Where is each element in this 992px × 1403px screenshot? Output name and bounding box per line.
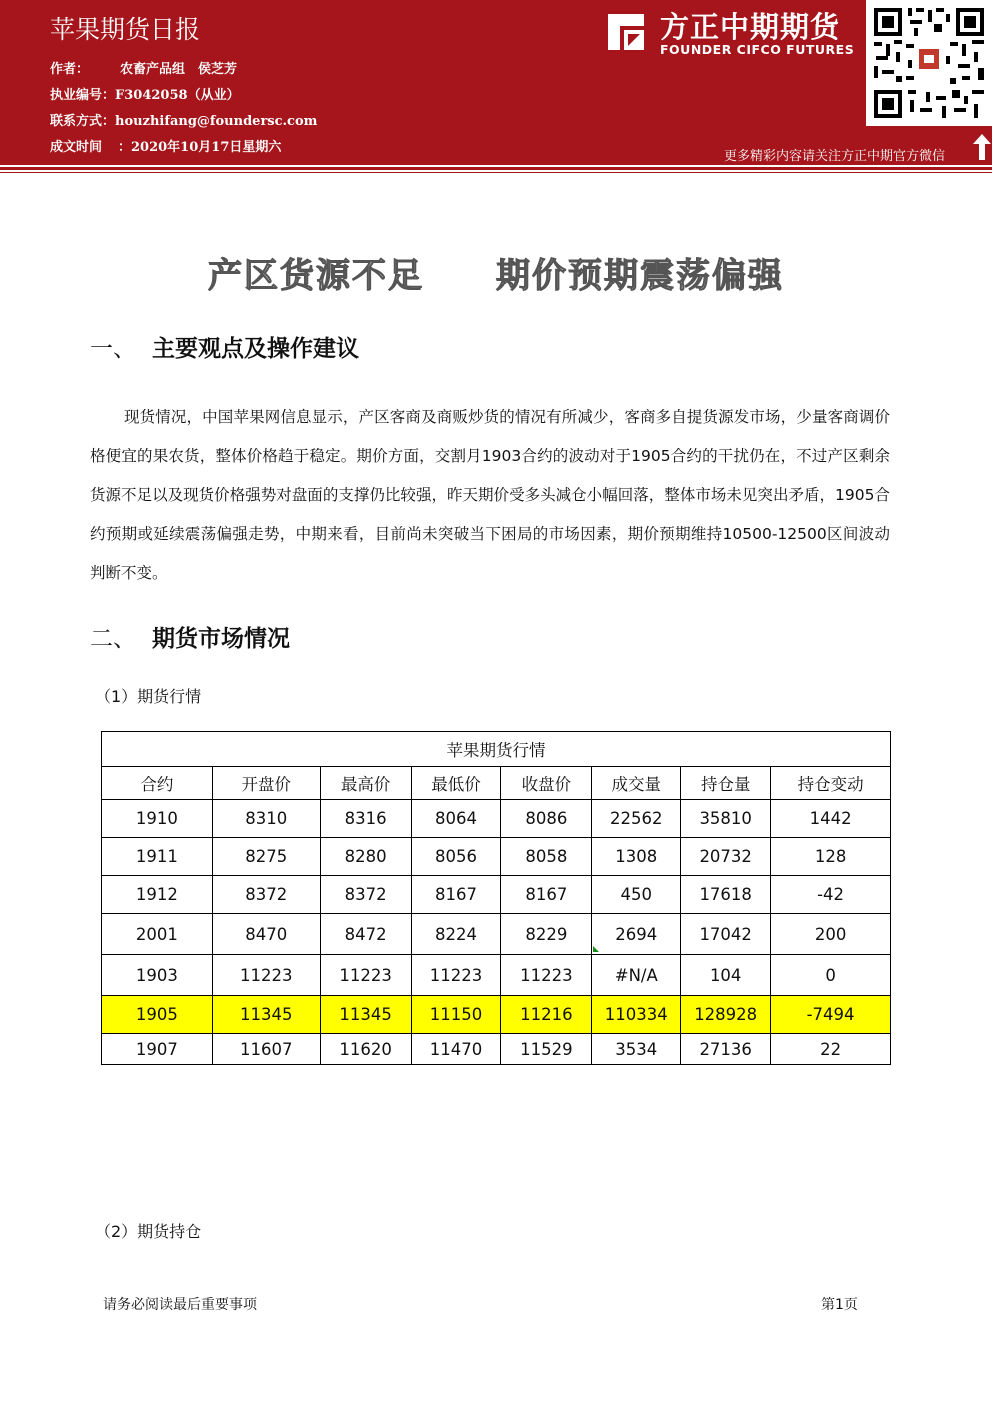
table-cell: 11223 — [501, 955, 592, 996]
table-cell: 8316 — [320, 800, 411, 838]
table-header-cell: 最高价 — [320, 767, 411, 800]
table-cell: 11607 — [212, 1034, 320, 1065]
table-cell: 11223 — [411, 955, 501, 996]
table-header-cell: 持仓变动 — [771, 767, 891, 800]
author-value: 农畜产品组 侯芝芳 — [120, 62, 238, 77]
page-number: 第1页 — [821, 1297, 858, 1313]
main-view-paragraph: 现货情况，中国苹果网信息显示，产区客商及商贩炒货的情况有所减少，客商多自提货源发市场，少量客商调价格便宜的果农货，整体价格趋于稳定。期价方面，交割月1903合约的波动对于1905合约的干扰仍在，不过产区剩余货源不足以及现货价格强势对盘面的支撑仍比较强，昨天期价受多头减仓小幅回落，整体市场未见突出矛盾，1905合约预期或延续震荡偏强走势，中期来看，目前尚未突破当下困局的市场因素，期价预期维持10500-12500区间波动判断不变。 — [90, 408, 890, 582]
table-row — [102, 800, 891, 838]
brand-name-cn: 方正中期期货 — [660, 10, 841, 44]
table-cell: 1308 — [592, 838, 681, 876]
table-header-row — [102, 767, 891, 800]
table-header-cell: 收盘价 — [501, 767, 592, 800]
table-cell: 8167 — [411, 876, 501, 914]
table-cell: 110334 — [592, 996, 681, 1034]
table-cell: 8229 — [501, 914, 592, 955]
table-header-cell: 成交量 — [592, 767, 681, 800]
report-title: 苹果期货日报 — [50, 15, 201, 44]
table-cell: 11223 — [320, 955, 411, 996]
table-cell: 8372 — [212, 876, 320, 914]
table-cell: 1911 — [102, 838, 213, 876]
section-heading-1 — [90, 330, 359, 363]
table-cell: 1907 — [102, 1034, 213, 1065]
table-cell: 17042 — [681, 914, 771, 955]
table-header-cell: 持仓量 — [681, 767, 771, 800]
table-cell: 200 — [771, 914, 891, 955]
table-cell: 1442 — [771, 800, 891, 838]
table-row — [102, 838, 891, 876]
license-line — [50, 84, 240, 103]
license-label: 执业编号： — [50, 88, 116, 103]
table-row — [102, 914, 891, 955]
report-headline: 产区货源不足 期价预期震荡偏强 — [208, 256, 784, 296]
table-cell: 11223 — [212, 955, 320, 996]
date-label: 成文时间 — [50, 140, 103, 155]
table-cell: 11529 — [501, 1034, 592, 1065]
table-cell: 8372 — [320, 876, 411, 914]
table-cell: 11150 — [411, 996, 501, 1034]
table-cell: 128928 — [681, 996, 771, 1034]
table-cell: 17618 — [681, 876, 771, 914]
brand-name-en: FOUNDER CIFCO FUTURES — [660, 42, 855, 57]
table-cell: 8224 — [411, 914, 501, 955]
table-cell: 2694 — [592, 914, 681, 955]
table-row — [102, 876, 891, 914]
table-cell: -7494 — [771, 996, 891, 1034]
section-number: 二、 — [90, 626, 136, 652]
table-cell: 8280 — [320, 838, 411, 876]
table-cell: 11620 — [320, 1034, 411, 1065]
table-header-cell: 合约 — [102, 767, 213, 800]
table-cell: 20732 — [681, 838, 771, 876]
table-cell: 8056 — [411, 838, 501, 876]
subsection-futures-positions: （2）期货持仓 — [95, 1222, 202, 1241]
date-line — [50, 136, 281, 155]
footer-notice: 请务必阅读最后重要事项 — [103, 1297, 257, 1313]
up-arrow-icon — [973, 134, 991, 160]
table-cell: 128 — [771, 838, 891, 876]
table-cell: 1903 — [102, 955, 213, 996]
table-cell: 8167 — [501, 876, 592, 914]
table-cell: 104 — [681, 955, 771, 996]
table-cell: -42 — [771, 876, 891, 914]
contact-line — [50, 110, 317, 129]
table-cell: 11345 — [320, 996, 411, 1034]
subsection-futures-quotes: （1）期货行情 — [95, 687, 202, 706]
table-cell: 8470 — [212, 914, 320, 955]
table-cell: 8064 — [411, 800, 501, 838]
table-cell: 0 — [771, 955, 891, 996]
date-value: ：2020年10月17日星期六 — [118, 140, 282, 155]
author-line — [50, 58, 237, 77]
table-cell: 8086 — [501, 800, 592, 838]
table-header-cell: 开盘价 — [212, 767, 320, 800]
table-cell: 8275 — [212, 838, 320, 876]
section-number: 一、 — [90, 336, 136, 362]
table-caption: 苹果期货行情 — [102, 732, 891, 767]
table-cell: 35810 — [681, 800, 771, 838]
table-row — [102, 955, 891, 996]
table-row — [102, 1034, 891, 1065]
table-cell: 11216 — [501, 996, 592, 1034]
table-cell: 27136 — [681, 1034, 771, 1065]
table-row — [102, 996, 891, 1034]
table-header-cell: 最低价 — [411, 767, 501, 800]
wechat-follow-note: 更多精彩内容请关注方正中期官方微信 — [724, 149, 946, 164]
table-cell: 3534 — [592, 1034, 681, 1065]
futures-quotes-table — [101, 731, 891, 1065]
header-divider — [0, 167, 992, 170]
table-cell: 8310 — [212, 800, 320, 838]
contact-label: 联系方式： — [50, 114, 116, 129]
table-cell: 22562 — [592, 800, 681, 838]
cell-comment-marker — [593, 946, 599, 952]
table-cell: 11345 — [212, 996, 320, 1034]
section-heading-2 — [90, 620, 290, 653]
table-cell: 22 — [771, 1034, 891, 1065]
table-cell: 2001 — [102, 914, 213, 955]
license-value: F3042058（从业） — [115, 88, 240, 103]
table-cell: #N/A — [592, 955, 681, 996]
table-cell: 8472 — [320, 914, 411, 955]
author-label: 作者： — [50, 62, 90, 77]
wechat-qr-code-icon[interactable] — [866, 0, 992, 126]
table-cell: 8058 — [501, 838, 592, 876]
table-cell: 1910 — [102, 800, 213, 838]
contact-value[interactable]: houzhifang@foundersc.com — [115, 114, 318, 129]
founder-logo-icon — [604, 10, 648, 54]
table-cell: 450 — [592, 876, 681, 914]
table-cell: 11470 — [411, 1034, 501, 1065]
header-divider-thin — [0, 172, 992, 173]
section-title: 主要观点及操作建议 — [152, 336, 359, 362]
table-cell: 1905 — [102, 996, 213, 1034]
table-cell: 1912 — [102, 876, 213, 914]
section-title: 期货市场情况 — [152, 626, 290, 652]
